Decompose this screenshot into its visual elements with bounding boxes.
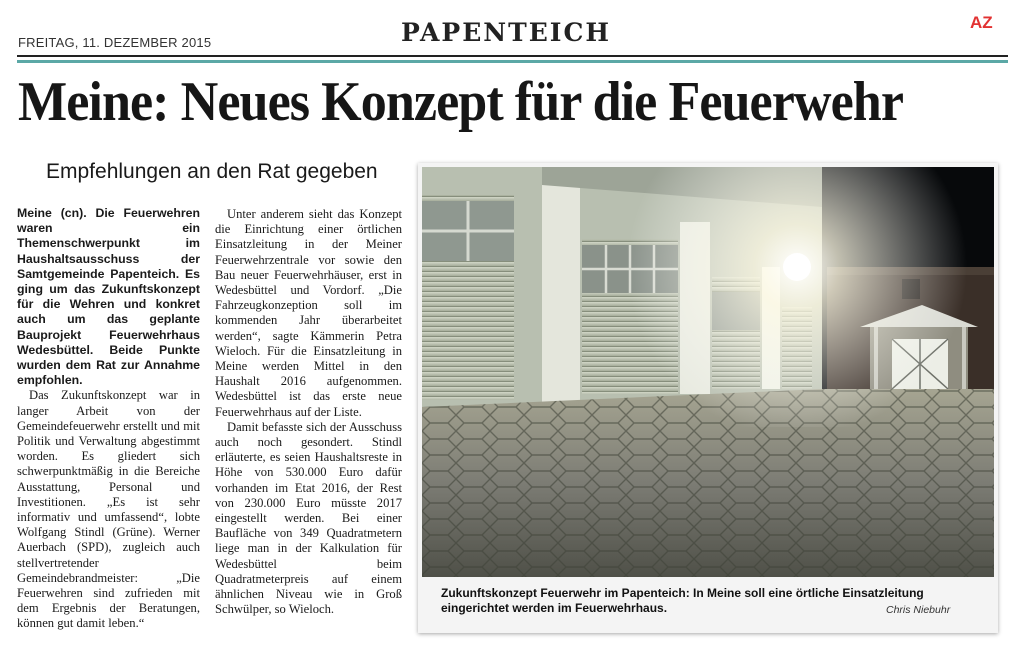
article-lead: Meine (cn). Die Feuerwehren waren ein Themenschwerpunkt im Haushaltsausschuss der Samtgemeinde Papenteich. Es ging um das Zukunftskonzept für die Wehren und konkret auch um das geplante Bauprojekt Feuerwehrhaus Wedesbüttel. Beide Punkte wurden dem Rat zur Annahme empfohlen. xyxy=(17,206,200,388)
header-rule xyxy=(17,55,1008,57)
body-paragraph: Das Zukunftskonzept war in langer Arbeit von der Gemeindefeuerwehr erstellt und mit Politik und Verwaltung abgestimmt worden. Es gliedert sich schwerpunktmäßig in die Bereiche Ausstattung, Personal und Investitionen. „Es ist sehr informativ und umfassend“, lobte Wolfgang Stindl (Grüne). Werner Auerbach (SPD), zugleich auch stellvertretender Gemeindebrandmeister: „Die Feuerwehren sind zufrieden mit dem Ergebnis der Beratungen, können gut damit leben.“ xyxy=(17,388,200,631)
article-headline: Meine: Neues Konzept für die Feuerwehr xyxy=(18,71,904,133)
issue-date: FREITAG, 11. DEZEMBER 2015 xyxy=(18,35,212,50)
article-subheadline: Empfehlungen an den Rat gegeben xyxy=(46,160,378,183)
text-column-1 xyxy=(17,206,200,632)
photo-frame xyxy=(418,163,998,633)
photo-credit: Chris Niebuhr xyxy=(886,604,951,616)
newspaper-logo: AZ xyxy=(970,13,993,32)
header-accent-rule xyxy=(17,60,1008,63)
body-paragraph: Damit befasste sich der Ausschuss auch noch gesondert. Stindl erläuterte, es seien Haushaltsreste in Höhe von 530.000 Euro dafür vorhanden im Etat 2016, der Rest von 230.000 Euro müsste 2017 eingestellt werden. Bei einer Baufläche von 349 Quadratmetern liege man in der Kalkulation für Wedesbüttel beim Quadratmeterpreis auf einem ähnlichen Niveau wie in Groß Schwülper, so Wieloch. xyxy=(215,419,402,617)
fire-station-photo xyxy=(422,167,994,577)
section-title: PAPENTEICH xyxy=(401,18,611,47)
photo-caption: Zukunftskonzept Feuerwehr im Papenteich: In Meine soll eine örtliche Einsatzleitung eingerichtet werden im Feuerwehrhaus. xyxy=(441,586,924,615)
body-paragraph: Unter anderem sieht das Konzept die Einrichtung einer örtlichen Einsatzleitung in der Meiner Feuerwehrzentrale vor sowie den Bau neuer Feuerwehrhäuser, erst in Wedesbüttel und Vordorf. „Die Fahrzeugkonzeption soll im kommenden Jahr überarbeitet werden“, sagte Kämmerin Petra Wieloch. Für die Einsatzleitung in Meine werden Mittel in den Haushalt 2016 aufgenommen. Wedesbüttel ist das erste neue Feuerwehrhaus auf der Liste. xyxy=(215,207,402,419)
text-column-2 xyxy=(215,207,402,617)
